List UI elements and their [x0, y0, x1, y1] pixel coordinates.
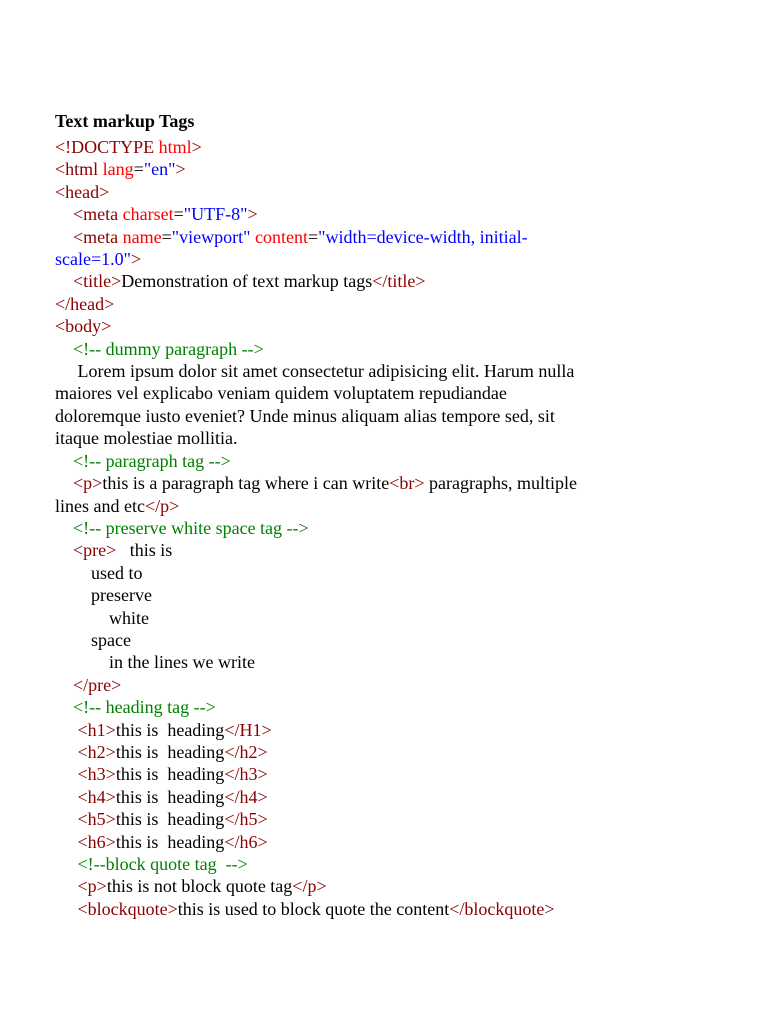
text-token: Demonstration of text markup tags: [121, 271, 373, 292]
text-token: [55, 675, 73, 695]
tag-token: </H1>: [224, 719, 272, 740]
tag-token: </h2>: [224, 741, 268, 762]
code-line: [55, 898, 705, 920]
text-token: =: [133, 159, 144, 180]
attribute-token: html: [158, 137, 192, 157]
code-line: [55, 226, 705, 248]
tag-token: >: [175, 159, 186, 180]
tag-token: <!DOCTYPE: [55, 137, 159, 157]
text-token: [55, 518, 73, 538]
tag-token: <p>: [77, 876, 107, 897]
text-token: space: [55, 629, 131, 650]
code-line: [55, 315, 705, 337]
text-token: used to: [55, 562, 143, 583]
text-token: [55, 227, 73, 247]
code-line: [55, 629, 705, 651]
tag-token: <meta: [73, 204, 123, 225]
text-token: this is a paragraph tag where i can write: [102, 473, 390, 494]
code-line: [55, 270, 705, 292]
code-line: [55, 696, 705, 718]
code-line: [55, 158, 705, 180]
code-line: [55, 539, 705, 561]
tag-token: <html: [55, 159, 103, 180]
code-line: [55, 786, 705, 808]
value-token: "width=device-width, initial-: [318, 226, 528, 247]
tag-token: </p>: [292, 876, 327, 897]
tag-token: </h5>: [224, 809, 268, 830]
text-token: [55, 339, 73, 359]
comment-token: <!--block quote tag -->: [77, 854, 248, 874]
code-line: [55, 831, 705, 853]
text-token: =: [307, 226, 319, 247]
text-token: [55, 271, 73, 291]
text-token: preserve: [55, 585, 152, 606]
tag-token: <h2>: [77, 741, 116, 762]
text-token: in the lines we write: [55, 652, 255, 673]
tag-token: </title>: [372, 271, 426, 292]
tag-token: </pre>: [73, 674, 122, 695]
text-token: this is heading: [115, 719, 225, 740]
text-token: this is used to block quote the content: [177, 898, 450, 919]
code-line: [55, 181, 705, 203]
tag-token: </h6>: [224, 831, 268, 852]
text-token: [55, 204, 73, 224]
tag-token: <h4>: [77, 786, 116, 807]
text-token: [55, 451, 73, 471]
code-line: [55, 472, 705, 494]
text-token: [55, 809, 78, 829]
text-token: doloremque iusto eveniet? Unde minus aliquam alias tempore sed, sit: [55, 405, 555, 426]
code-line: [55, 293, 705, 315]
tag-token: </p>: [144, 495, 180, 516]
tag-token: </h3>: [224, 764, 268, 785]
code-line: [55, 651, 705, 673]
tag-token: </h4>: [224, 786, 268, 807]
text-token: this is heading: [115, 764, 225, 785]
text-token: [55, 473, 73, 493]
text-token: maiores vel explicabo veniam quidem voluptatem repudiandae: [55, 383, 507, 404]
code-line: [55, 338, 705, 360]
code-line: [55, 405, 705, 427]
code-line: [55, 495, 705, 517]
code-line: [55, 719, 705, 741]
comment-token: <!-- dummy paragraph -->: [73, 338, 264, 359]
text-token: itaque molestiae mollitia.: [55, 428, 238, 449]
code-line: [55, 203, 705, 225]
tag-token: <blockquote>: [77, 898, 178, 919]
tag-token: </blockquote>: [449, 898, 555, 919]
code-listing: [55, 136, 705, 920]
text-token: this is not block quote tag: [106, 876, 293, 897]
tag-token: >: [191, 137, 202, 157]
value-token: "en": [143, 159, 176, 180]
value-token: "UTF-8": [183, 204, 248, 225]
text-token: [55, 540, 73, 560]
code-line: [55, 562, 705, 584]
code-line: [55, 875, 705, 897]
text-token: this is heading: [115, 741, 225, 762]
text-token: Lorem ipsum dolor sit amet consectetur adipisicing elit. Harum nulla: [55, 361, 575, 382]
code-line: [55, 607, 705, 629]
attribute-token: name: [122, 226, 162, 247]
code-line: [55, 136, 705, 158]
comment-token: <!-- heading tag -->: [73, 697, 216, 718]
code-line: [55, 674, 705, 696]
code-line: [55, 248, 705, 270]
text-token: paragraphs, multiple: [424, 473, 577, 494]
attribute-token: lang: [102, 159, 134, 180]
tag-token: <h5>: [77, 809, 116, 830]
text-token: [55, 697, 73, 717]
document-heading: Text markup Tags: [55, 111, 195, 131]
text-token: this is heading: [115, 831, 225, 852]
tag-token: >: [130, 249, 142, 270]
code-line: [55, 741, 705, 763]
code-line: [55, 517, 705, 539]
code-line: [55, 584, 705, 606]
tag-token: <p>: [73, 473, 103, 494]
text-token: [55, 720, 78, 740]
tag-token: <h6>: [77, 831, 116, 852]
code-line: [55, 427, 705, 449]
text-token: [55, 787, 78, 807]
value-token: scale=1.0": [55, 249, 131, 270]
tag-token: </head>: [55, 293, 115, 314]
text-token: white: [55, 607, 149, 628]
code-line: [55, 853, 705, 875]
text-token: [55, 899, 78, 919]
comment-token: <!-- paragraph tag -->: [73, 450, 231, 471]
text-token: =: [161, 226, 172, 247]
text-token: this is heading: [115, 809, 225, 830]
attribute-token: charset: [122, 204, 174, 225]
text-token: lines and etc: [55, 495, 145, 516]
tag-token: >: [247, 204, 258, 225]
tag-token: <pre>: [73, 540, 117, 561]
text-token: this is heading: [115, 786, 225, 807]
text-token: [55, 876, 78, 896]
tag-token: <title>: [73, 271, 122, 292]
text-token: [55, 854, 78, 874]
attribute-token: content: [254, 226, 308, 247]
code-line: [55, 382, 705, 404]
document-page: [55, 108, 705, 920]
text-token: [55, 832, 78, 852]
tag-token: <body>: [55, 316, 112, 337]
tag-token: <br>: [389, 473, 425, 494]
code-line: [55, 360, 705, 382]
tag-token: <h3>: [77, 764, 116, 785]
tag-token: <h1>: [77, 719, 116, 740]
text-token: [55, 764, 78, 784]
comment-token: <!-- preserve white space tag -->: [73, 517, 309, 538]
text-token: =: [173, 204, 184, 225]
code-line: [55, 450, 705, 472]
value-token: "viewport": [171, 226, 251, 247]
tag-token: <meta: [73, 226, 123, 247]
text-token: this is: [116, 540, 173, 561]
code-line: [55, 763, 705, 785]
tag-token: <head>: [55, 181, 110, 202]
text-token: [55, 742, 78, 762]
code-line: [55, 808, 705, 830]
